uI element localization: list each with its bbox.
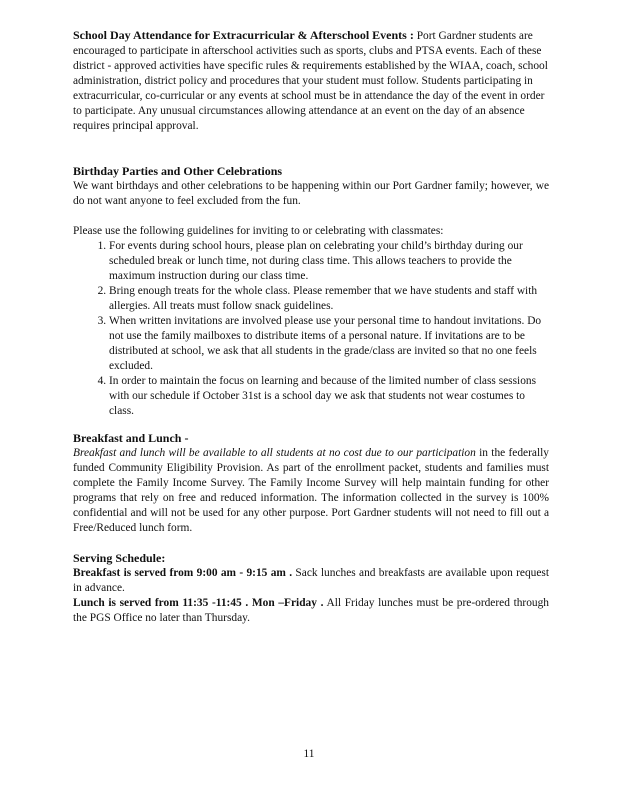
lunch-schedule [73,596,549,626]
breakfast-italic-lead: Breakfast and lunch will be available to all students at no cost due to our participation [73,447,476,459]
page-number: 11 [303,748,315,760]
serving-schedule-heading: Serving Schedule: [73,551,166,565]
birthday-intro: We want birthdays and other celebrations to be happening within our Port Gardner family; however, we do not want anyone to feel excluded from the fun. [73,180,549,207]
document-page [73,28,549,626]
guideline-item: 3. When written invitations are involved please use your personal time to handout invitations. Do not use the family mailboxes to distribute items of a personal nature. If invitations are to be distributed at school, we ask that all students in the grade/class are invited so that no one feels excluded. [109,314,549,374]
guideline-item: 4. In order to maintain the focus on learning and because of the limited number of class sessions with our schedule if October 31st is a school day we ask that students not wear costumes to class. [109,374,549,419]
breakfast-time-label: Breakfast is served from 9:00 am - 9:15 am . [73,567,293,579]
birthday-section [73,164,549,419]
guidelines-list [73,239,549,419]
guideline-item: 1. For events during school hours, please plan on celebrating your child’s birthday during our scheduled break or lunch time, not during class time. This allows teachers to provide the maximum instruction during our class time. [109,239,549,284]
lunch-schedule-text: All Friday lunches must be pre-ordered through the PGS Office no later than Thursday. [73,597,550,624]
breakfast-schedule [73,566,549,596]
serving-schedule-section [73,551,549,626]
attendance-text: Port Gardner students are encouraged to participate in afterschool activities such as sports, clubs and PTSA events. Each of these district - approved activities have specific rules & requirements established by the WIAA, coach, school administration, district policy and procedures that your student must follow. Students participating in extracurricular, co-curricular or any events at school must be in attendance the day of the event in order to participate. Any unusual circumstances allowing attendance at an event on the day of an absence requires principal approval. [73,30,548,132]
attendance-heading: School Day Attendance for Extracurricular & Afterschool Events : [73,28,414,42]
attendance-section [73,28,549,134]
birthday-heading: Birthday Parties and Other Celebrations [73,164,283,178]
guidelines-intro: Please use the following guidelines for inviting to or celebrating with classmates: [73,225,444,237]
breakfast-lunch-section [73,431,549,536]
breakfast-schedule-text: Sack lunches and breakfasts are available upon request in advance. [73,567,549,594]
breakfast-lunch-text: in the federally funded Community Eligibility Provision. As part of the enrollment packet, students and families must complete the Family Income Survey. The Family Income Survey will help maintain funding for other programs that rely on free and reduced information. The information collected in the survey is 100% confidential and will not be used for any other purpose. Port Gardner students will not need to fill out a Free/Reduced lunch form. [73,447,549,534]
breakfast-lunch-paragraph [73,446,549,536]
breakfast-lunch-heading: Breakfast and Lunch - [73,431,189,445]
lunch-time-label: Lunch is served from 11:35 -11:45 . Mon –Friday . [73,597,324,609]
guideline-item: 2. Bring enough treats for the whole class. Please remember that we have students and staff with allergies. All treats must follow snack guidelines. [109,284,549,314]
